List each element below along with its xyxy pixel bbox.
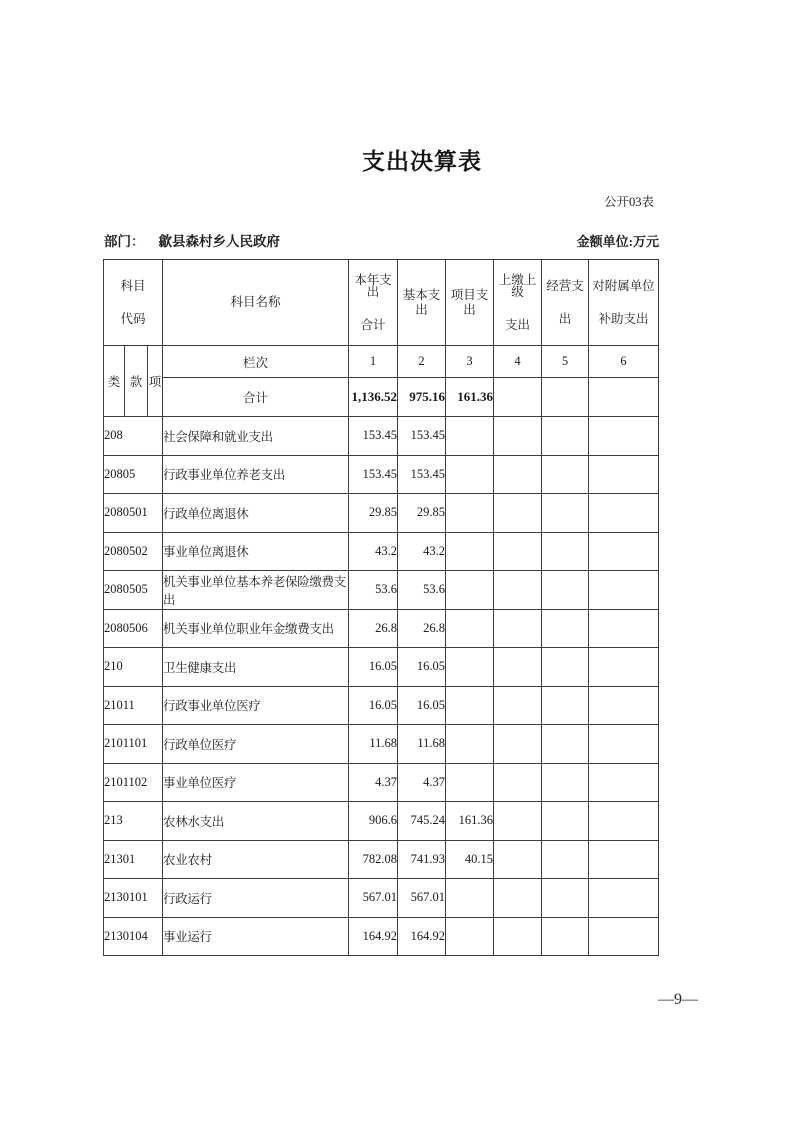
department-label: 部门 (104, 234, 131, 249)
value-cell-6 (589, 609, 659, 648)
value-cell-6 (589, 686, 659, 725)
subsidy-header: 对附属单位 补助支出 (589, 260, 659, 346)
value-cell-4 (494, 763, 542, 802)
value-cell-5 (542, 455, 589, 494)
value-cell-3 (446, 686, 494, 725)
value-cell-5 (542, 725, 589, 764)
value-cell-3 (446, 725, 494, 764)
value-cell-4 (494, 725, 542, 764)
total-value-3: 161.36 (446, 378, 494, 417)
page-title: 支出决算表 (362, 149, 482, 174)
value-cell-3: 40.15 (446, 840, 494, 879)
value-cell-3 (446, 879, 494, 918)
subject-code-cell: 21301 (104, 840, 163, 879)
rank-row (104, 346, 659, 378)
value-cell-4 (494, 840, 542, 879)
subject-name-cell: 行政运行 (163, 879, 349, 918)
value-cell-6 (589, 840, 659, 879)
total-label: 合计 (163, 378, 349, 417)
subject-code-line2: 代码 (120, 311, 146, 326)
total-value-2: 975.16 (398, 378, 446, 417)
project-expenditure-header: 项目支出 (446, 260, 494, 346)
value-cell-2: 16.05 (398, 686, 446, 725)
subject-name-cell: 事业单位离退休 (163, 532, 349, 571)
subject-name-cell: 社会保障和就业支出 (163, 417, 349, 456)
value-cell-2: 153.45 (398, 417, 446, 456)
value-cell-1: 164.92 (349, 917, 398, 956)
value-cell-2: 745.24 (398, 802, 446, 841)
value-cell-2: 26.8 (398, 609, 446, 648)
operating-header: 经营支 出 (542, 260, 589, 346)
value-cell-5 (542, 609, 589, 648)
value-cell-3 (446, 417, 494, 456)
value-cell-5 (542, 802, 589, 841)
header-row (104, 260, 659, 346)
value-cell-2: 741.93 (398, 840, 446, 879)
value-cell-5 (542, 417, 589, 456)
value-cell-5 (542, 648, 589, 687)
subject-name-cell: 机关事业单位职业年金缴费支出 (163, 609, 349, 648)
subject-code-cell: 2080506 (104, 609, 163, 648)
table-row (104, 802, 659, 841)
subject-code-cell: 21011 (104, 686, 163, 725)
subject-name-cell: 卫生健康支出 (163, 648, 349, 687)
subject-name-cell: 农林水支出 (163, 802, 349, 841)
value-cell-6 (589, 648, 659, 687)
value-cell-1: 16.05 (349, 648, 398, 687)
table-row (104, 917, 659, 956)
value-cell-2: 4.37 (398, 763, 446, 802)
value-cell-2: 29.85 (398, 494, 446, 533)
upper-level-header: 上缴上级 支出 (494, 260, 542, 346)
value-cell-5 (542, 571, 589, 610)
table-row (104, 686, 659, 725)
value-cell-3 (446, 494, 494, 533)
value-cell-2: 53.6 (398, 571, 446, 610)
value-cell-4 (494, 648, 542, 687)
value-cell-3 (446, 763, 494, 802)
value-cell-6 (589, 571, 659, 610)
value-cell-4 (494, 686, 542, 725)
value-cell-4 (494, 802, 542, 841)
total-row (104, 378, 659, 417)
value-cell-4 (494, 879, 542, 918)
value-cell-1: 53.6 (349, 571, 398, 610)
value-cell-4 (494, 494, 542, 533)
value-cell-3 (446, 648, 494, 687)
subject-code-cell: 2130101 (104, 879, 163, 918)
table-row (104, 571, 659, 610)
table-row (104, 455, 659, 494)
value-cell-1: 153.45 (349, 417, 398, 456)
year-total-header: 本年支出 合计 (349, 260, 398, 346)
value-cell-3 (446, 455, 494, 494)
subject-code-cell: 210 (104, 648, 163, 687)
value-cell-6 (589, 763, 659, 802)
value-cell-2: 43.2 (398, 532, 446, 571)
subject-name-cell: 机关事业单位基本养老保险缴费支出 (163, 571, 349, 610)
subject-code-cell: 208 (104, 417, 163, 456)
subject-name-cell: 行政单位医疗 (163, 725, 349, 764)
value-cell-1: 782.08 (349, 840, 398, 879)
value-cell-1: 43.2 (349, 532, 398, 571)
value-cell-5 (542, 917, 589, 956)
subject-code-line1: 科目 (120, 279, 146, 293)
rank-number-3: 3 (446, 346, 494, 378)
department-line (104, 230, 280, 250)
value-cell-1: 16.05 (349, 686, 398, 725)
total-value-6 (589, 378, 659, 417)
rank-number-4: 4 (494, 346, 542, 378)
value-cell-5 (542, 532, 589, 571)
value-cell-6 (589, 917, 659, 956)
value-cell-5 (542, 879, 589, 918)
subject-code-cell: 2080502 (104, 532, 163, 571)
value-cell-2: 164.92 (398, 917, 446, 956)
subject-code-cell: 2130104 (104, 917, 163, 956)
value-cell-1: 567.01 (349, 879, 398, 918)
subject-code-cell: 2101101 (104, 725, 163, 764)
value-cell-3 (446, 571, 494, 610)
table-code-label: 公开03表 (603, 195, 654, 209)
value-cell-6 (589, 417, 659, 456)
value-cell-5 (542, 763, 589, 802)
table-row (104, 725, 659, 764)
subject-code-cell: 2080505 (104, 571, 163, 610)
rank-label: 栏次 (163, 346, 349, 378)
subject-code-cell: 20805 (104, 455, 163, 494)
subject-name-cell: 农业农村 (163, 840, 349, 879)
subject-code-cell: 2101102 (104, 763, 163, 802)
value-cell-4 (494, 609, 542, 648)
value-cell-6 (589, 725, 659, 764)
subject-name-cell: 行政单位离退休 (163, 494, 349, 533)
value-cell-2: 153.45 (398, 455, 446, 494)
item-col-header: 项 (148, 346, 163, 417)
class-col-header: 类 (104, 346, 125, 417)
subject-name-cell: 行政事业单位医疗 (163, 686, 349, 725)
value-cell-2: 567.01 (398, 879, 446, 918)
value-cell-4 (494, 917, 542, 956)
subject-code-header (104, 260, 163, 346)
value-cell-2: 11.68 (398, 725, 446, 764)
rank-number-2: 2 (398, 346, 446, 378)
value-cell-6 (589, 532, 659, 571)
value-cell-4 (494, 417, 542, 456)
value-cell-1: 4.37 (349, 763, 398, 802)
table-body (104, 260, 659, 956)
rank-number-1: 1 (349, 346, 398, 378)
value-cell-3: 161.36 (446, 802, 494, 841)
value-cell-1: 11.68 (349, 725, 398, 764)
value-cell-3 (446, 609, 494, 648)
table-row (104, 609, 659, 648)
value-cell-1: 153.45 (349, 455, 398, 494)
value-cell-4 (494, 571, 542, 610)
value-cell-6 (589, 879, 659, 918)
value-cell-6 (589, 494, 659, 533)
table-row (104, 763, 659, 802)
value-cell-4 (494, 532, 542, 571)
value-cell-1: 29.85 (349, 494, 398, 533)
amount-unit-label: 金额单位:万元 (576, 234, 659, 249)
section-col-header: 款 (125, 346, 148, 417)
department-name: 歙县森村乡人民政府 (158, 234, 280, 249)
table-row (104, 648, 659, 687)
value-cell-1: 906.6 (349, 802, 398, 841)
subject-code-cell: 213 (104, 802, 163, 841)
subject-name-cell: 行政事业单位养老支出 (163, 455, 349, 494)
subject-code-cell: 2080501 (104, 494, 163, 533)
rank-number-5: 5 (542, 346, 589, 378)
value-cell-5 (542, 840, 589, 879)
basic-expenditure-header: 基本支出 (398, 260, 446, 346)
table-row (104, 532, 659, 571)
value-cell-3 (446, 532, 494, 571)
total-value-5 (542, 378, 589, 417)
subject-name-header: 科目名称 (163, 260, 349, 346)
table-row (104, 417, 659, 456)
subject-name-cell: 事业运行 (163, 917, 349, 956)
value-cell-3 (446, 917, 494, 956)
table-row (104, 879, 659, 918)
total-value-1: 1,136.52 (349, 378, 398, 417)
page-number: —9— (658, 991, 698, 1008)
total-value-4 (494, 378, 542, 417)
expenditure-table (103, 259, 659, 956)
table-row (104, 840, 659, 879)
department-colon: ： (131, 234, 145, 249)
value-cell-5 (542, 686, 589, 725)
value-cell-2: 16.05 (398, 648, 446, 687)
table-row (104, 494, 659, 533)
value-cell-4 (494, 455, 542, 494)
value-cell-6 (589, 455, 659, 494)
subject-name-cell: 事业单位医疗 (163, 763, 349, 802)
rank-number-6: 6 (589, 346, 659, 378)
value-cell-5 (542, 494, 589, 533)
value-cell-1: 26.8 (349, 609, 398, 648)
value-cell-6 (589, 802, 659, 841)
